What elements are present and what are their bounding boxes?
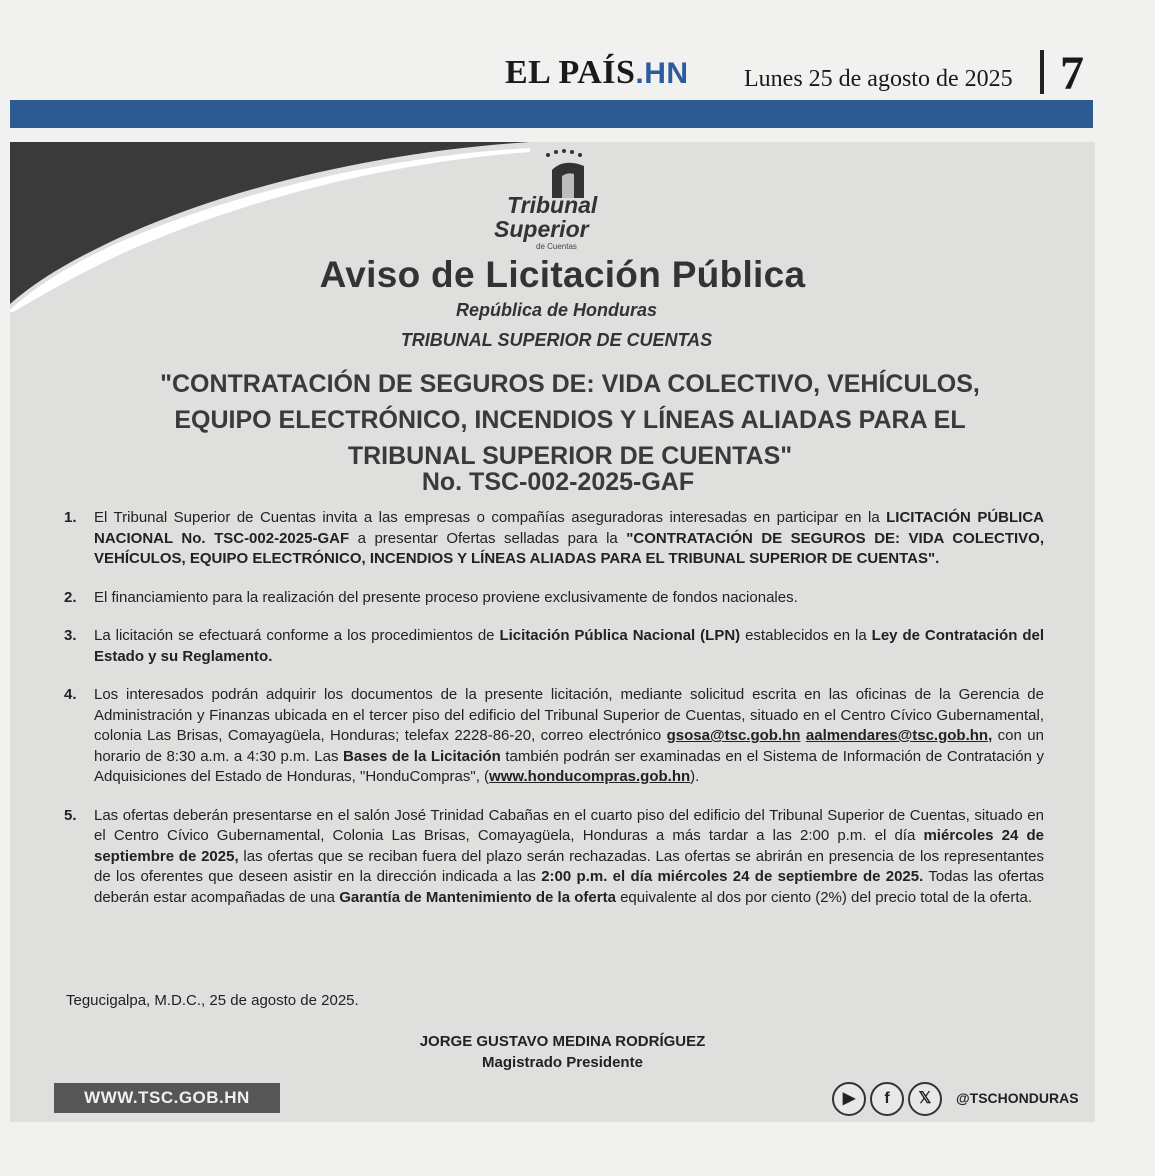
facebook-icon: f xyxy=(870,1082,904,1116)
subject-line: TRIBUNAL SUPERIOR DE CUENTAS" xyxy=(347,442,793,470)
logo-word-tribunal: Tribunal xyxy=(507,192,598,218)
item-number: 3. xyxy=(64,627,77,644)
logo-word-cuentas: de Cuentas xyxy=(536,242,577,251)
item-bold-text: Garantía de Mantenimiento de la oferta xyxy=(339,888,616,906)
website-badge: WWW.TSC.GOB.HN xyxy=(54,1083,280,1113)
signer-name: JORGE GUSTAVO MEDINA RODRÍGUEZ xyxy=(419,1033,706,1050)
item-number: 4. xyxy=(64,686,77,703)
x-icon: 𝕏 xyxy=(908,1082,942,1116)
logo-word-superior: Superior xyxy=(494,216,589,242)
notice-item xyxy=(64,588,1044,609)
item-bold-text: LICITACIÓN PÚBLICA NACIONAL No. TSC-002-2025-GAF xyxy=(94,509,1044,547)
item-text: La licitación se efectuará conforme a los procedimientos de xyxy=(94,627,500,644)
bid-number: No. TSC-002-2025-GAF xyxy=(421,468,695,496)
notice-subject xyxy=(70,366,1070,474)
item-text: Todas las ofertas deberán estar acompañadas de una xyxy=(94,868,1044,906)
header-color-band xyxy=(10,100,1093,128)
notice-item xyxy=(64,508,1044,570)
item-bold-text: 2:00 p.m. el día miércoles 24 de septiembre de 2025. xyxy=(541,868,924,885)
item-text: también podrán ser examinadas en el Sistema de Información de Contratación y Adquisiciones del Estado de Honduras, "HonduCompras", ( xyxy=(94,747,1044,785)
place-and-date: Tegucigalpa, M.D.C., 25 de agosto de 2025. xyxy=(66,992,359,1009)
item-link-text: gsosa@tsc.gob.hn xyxy=(666,727,801,744)
item-text: a presentar Ofertas selladas para la xyxy=(349,529,627,547)
item-bold-text: Bases de la Licitación xyxy=(342,747,501,765)
item-number: 2. xyxy=(64,588,77,606)
item-text: Las ofertas deberán presentarse en el salón José Trinidad Cabañas en el cuarto piso del edificio del Tribunal Superior de Cuentas, situado en el Centro Cívico Gubernamental, Colonia Las Brisas, Comayagüela, Honduras a más tardar a las 2:00 p.m. el día xyxy=(94,806,1044,844)
newspaper-name: EL PAÍS.HN xyxy=(505,54,689,91)
item-text: equivalente al dos por ciento (2%) del precio total de la oferta. xyxy=(615,888,1033,906)
newspaper-domain: .HN xyxy=(635,57,689,90)
notice-item xyxy=(64,685,1044,788)
social-handle: @TSCHONDURAS xyxy=(956,1090,1079,1106)
notice-item xyxy=(64,626,1044,667)
item-text: establecidos en la xyxy=(740,627,872,644)
item-link-text: aalmendares@tsc.gob.hn, xyxy=(805,727,993,744)
item-text: con un horario de 8:30 a.m. a 4:30 p.m. Las xyxy=(94,727,1044,765)
subject-line: EQUIPO ELECTRÓNICO, INCENDIOS Y LÍNEAS ALIADAS PARA EL xyxy=(174,406,966,434)
item-text: las ofertas que se reciban fuera del plazo serán rechazadas. Las ofertas se abrirán en presencia de los representantes de los oferentes que deseen asistir en la dirección indicada a las xyxy=(94,847,1044,885)
item-bold-text: Licitación Pública Nacional (LPN) xyxy=(499,627,741,644)
youtube-icon: ▶ xyxy=(832,1082,866,1116)
notice-country: República de Honduras xyxy=(455,300,658,320)
item-bold-text: "CONTRATACIÓN DE SEGUROS DE: VIDA COLECTIVO, VEHÍCULOS, EQUIPO ELECTRÓNICO, INCENDIOS Y LÍNEAS ALIADAS PARA EL TRIBUNAL SUPERIOR DE CUENTAS". xyxy=(94,529,1044,567)
item-text: El Tribunal Superior de Cuentas invita a las empresas o compañías aseguradoras interesadas en participar en la xyxy=(94,509,887,526)
item-text: ). xyxy=(690,768,700,785)
item-bold-text: Ley de Contratación del Estado y su Reglamento. xyxy=(94,627,1044,665)
item-number: 1. xyxy=(64,509,77,526)
notice-institution: TRIBUNAL SUPERIOR DE CUENTAS xyxy=(400,330,713,350)
bid-notice-ad xyxy=(10,142,1095,1122)
item-text: El financiamiento para la realización del presente proceso proviene exclusivamente de fondos nacionales. xyxy=(94,588,798,606)
subject-line: "CONTRATACIÓN DE SEGUROS DE: VIDA COLECTIVO, VEHÍCULOS, xyxy=(160,370,980,398)
notice-item xyxy=(64,806,1044,909)
masthead-divider xyxy=(1040,50,1044,94)
newspaper-masthead xyxy=(0,40,1155,100)
item-link-text: www.honducompras.gob.hn xyxy=(489,768,691,785)
signer-title: Magistrado Presidente xyxy=(482,1054,643,1071)
item-bold-text: miércoles 24 de septiembre de 2025, xyxy=(94,827,1044,865)
notice-title: Aviso de Licitación Pública xyxy=(319,254,806,295)
item-number: 5. xyxy=(64,806,77,824)
page-number: 7 xyxy=(1060,47,1084,100)
notice-items-list xyxy=(64,508,1044,908)
item-text: Los interesados podrán adquirir los documentos de la presente licitación, mediante solicitud escrita en las oficinas de la Gerencia de Administración y Finanzas ubicada en el tercer piso del edificio del Tribunal Superior de Cuentas, situado en el Centro Cívico Gubernamental, colonia Las Brisas, Comayagüela, Honduras; telefax 2228-86-20, correo electrónico xyxy=(94,686,1044,744)
issue-date: Lunes 25 de agosto de 2025 xyxy=(744,66,1013,92)
